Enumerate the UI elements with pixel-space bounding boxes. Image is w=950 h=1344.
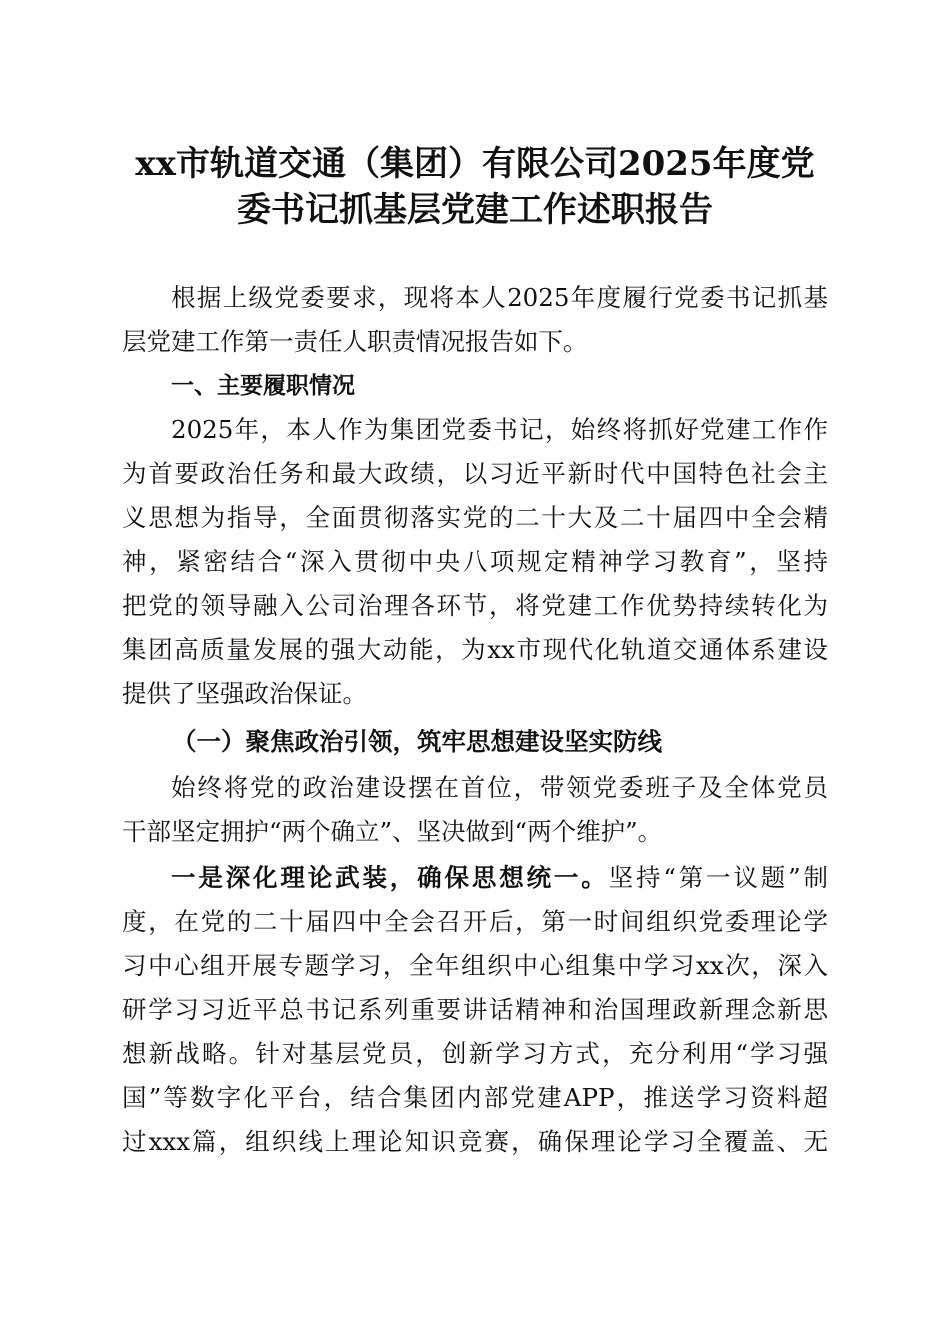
section1-line-5: 把党的领导融入公司治理各环节，将党建工作优势持续转化为 [122, 591, 828, 620]
section1-line-3: 义思想为指导，全面贯彻落实党的二十大及二十届四中全会精 [122, 503, 828, 532]
point1-first-line-rest: 坚持“第一议题”制 [608, 863, 828, 892]
point1-line-5: 想新战略。针对基层党员，创新学习方式，充分利用“学习强 [122, 1039, 828, 1068]
subsection-heading-political-leadership: （一）聚焦政治引领，筑牢思想建设坚实防线 [172, 727, 662, 756]
point1-line-1 [171, 856, 828, 900]
sub1-line-2: 干部坚定拥护“两个确立”、坚决做到“两个维护”。 [122, 817, 663, 846]
point1-line-2: 度，在党的二十届四中全会召开后，第一时间组织党委理论学 [122, 907, 828, 936]
intro-line-2: 层党建工作第一责任人职责情况报告如下。 [122, 327, 588, 356]
intro-line-1: 根据上级党委要求，现将本人2025年度履行党委书记抓基 [171, 283, 828, 312]
sub1-line-1: 始终将党的政治建设摆在首位，带领党委班子及全体党员 [171, 773, 828, 802]
section1-line-7: 提供了坚强政治保证。 [122, 679, 367, 708]
section1-line-4: 神，紧密结合“深入贯彻中央八项规定精神学习教育”，坚持 [122, 547, 828, 576]
point1-line-3: 习中心组开展专题学习，全年组织中心组集中学习xx次，深入 [122, 951, 828, 980]
point1-line-4: 研学习习近平总书记系列重要讲话精神和治国理政新理念新思 [122, 995, 828, 1024]
document-title-line-1: xx市轨道交通（集团）有限公司2025年度党 [135, 144, 815, 184]
section1-line-6: 集团高质量发展的强大动能，为xx市现代化轨道交通体系建设 [122, 635, 828, 664]
section-heading-main-duties: 一、主要履职情况 [171, 373, 355, 399]
point1-line-6: 国”等数字化平台，结合集团内部党建APP，推送学习资料超 [122, 1083, 828, 1112]
document-title-line-2: 委书记抓基层党建工作述职报告 [237, 190, 713, 230]
section1-line-2: 为首要政治任务和最大政绩，以习近平新时代中国特色社会主 [122, 459, 828, 488]
point1-line-7: 过xxx篇，组织线上理论知识竞赛，确保理论学习全覆盖、无 [122, 1127, 828, 1156]
section1-line-1: 2025年，本人作为集团党委书记，始终将抓好党建工作作 [171, 415, 828, 444]
point1-lead-text: 一是深化理论武装，确保思想统一。 [171, 863, 609, 892]
